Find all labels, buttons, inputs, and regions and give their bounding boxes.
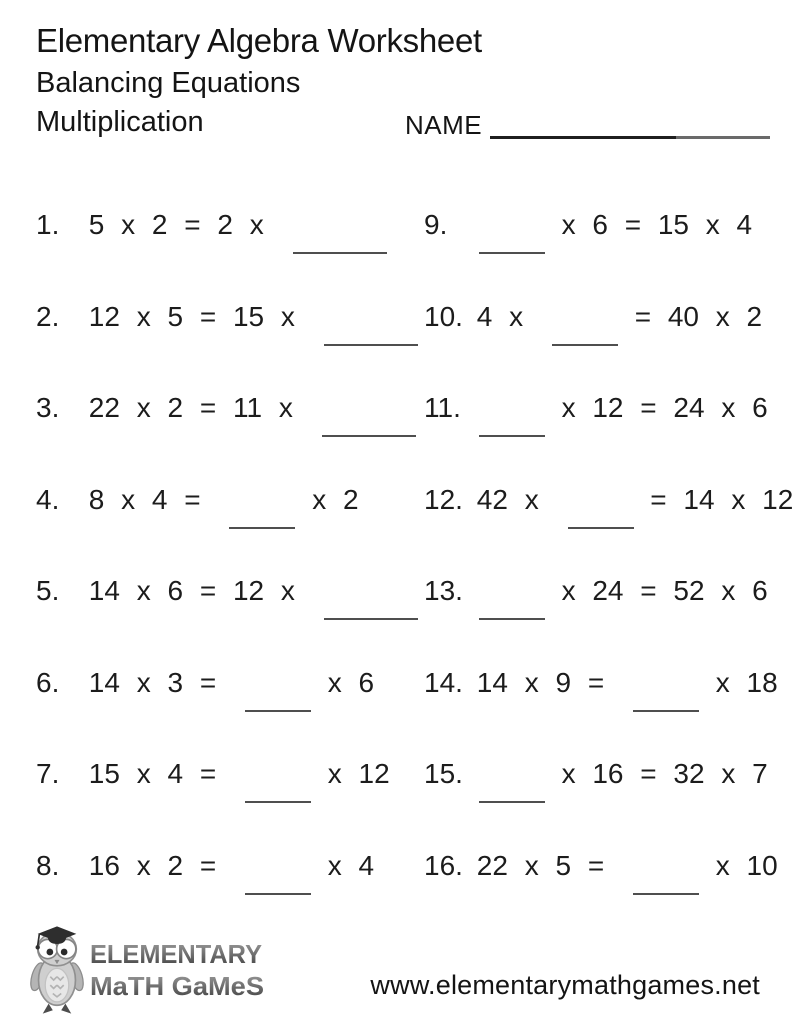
problem-row xyxy=(36,196,404,288)
problem-row xyxy=(424,288,763,380)
problem-number: 6. xyxy=(36,666,60,698)
problem-expression-before: 4 x xyxy=(476,300,524,332)
owl-graduation-cap-icon xyxy=(30,923,84,1017)
logo-wordmark xyxy=(86,935,268,1005)
problem-expression-after: x 4 xyxy=(327,849,375,881)
problem-number: 14. xyxy=(424,666,463,698)
worksheet-subtitle: Balancing Equations xyxy=(36,67,301,99)
problem-number: 15. xyxy=(424,758,463,789)
answer-blank xyxy=(552,344,618,346)
problem-number: 4. xyxy=(36,483,60,515)
name-field xyxy=(405,110,770,141)
problem-row xyxy=(424,196,757,288)
problem-row xyxy=(36,562,404,654)
problem-row xyxy=(36,654,404,746)
problem-row xyxy=(424,654,778,746)
problem-number: 11. xyxy=(424,392,461,423)
problem-row xyxy=(424,471,794,563)
problem-expression-after: x 18 xyxy=(715,666,778,698)
problem-number: 3. xyxy=(36,392,60,423)
problem-expression-before: 16 x 2 = xyxy=(88,849,217,881)
problem-row xyxy=(36,379,404,471)
problems-column-left xyxy=(36,196,404,928)
problem-row xyxy=(36,745,404,837)
problem-expression-after: x 6 xyxy=(327,666,375,698)
problem-expression-after: x 16 = 32 x 7 xyxy=(561,758,768,789)
problem-row xyxy=(36,288,404,380)
answer-blank xyxy=(245,801,311,803)
problem-number: 9. xyxy=(424,209,448,240)
problem-number: 12. xyxy=(424,483,463,515)
worksheet-title: Elementary Algebra Worksheet xyxy=(36,22,482,59)
answer-blank xyxy=(479,435,545,437)
problem-expression-before: 22 x 5 = xyxy=(476,849,605,881)
problem-row xyxy=(36,837,404,929)
problem-number: 13. xyxy=(424,575,463,606)
problems-grid xyxy=(36,196,794,928)
problem-row xyxy=(36,471,404,563)
problem-row xyxy=(424,379,768,471)
logo-text-line2: MaTH GaMeS xyxy=(90,971,264,1001)
problem-expression-before: 8 x 4 = xyxy=(88,483,201,515)
answer-blank xyxy=(324,618,418,620)
name-blank-line xyxy=(490,136,676,139)
problem-expression-before: 42 x xyxy=(476,483,539,515)
problem-number: 10. xyxy=(424,300,463,332)
problem-expression-before: 14 x 9 = xyxy=(476,666,605,698)
problem-expression-after: x 24 = 52 x 6 xyxy=(561,575,768,606)
answer-blank xyxy=(633,893,699,895)
problem-expression-before: 5 x 2 = 2 x xyxy=(88,209,264,240)
website-link[interactable]: www.elementarymathgames.net xyxy=(370,970,760,1000)
topic-row xyxy=(36,106,760,144)
answer-blank xyxy=(479,801,545,803)
answer-blank xyxy=(479,618,545,620)
problem-row xyxy=(424,562,768,654)
answer-blank xyxy=(479,252,545,254)
problem-expression-after: x 10 xyxy=(715,849,778,881)
problem-expression-after: x 6 = 15 x 4 xyxy=(561,209,753,240)
page-footer xyxy=(30,919,760,1017)
answer-blank xyxy=(293,252,387,254)
problem-row xyxy=(424,837,778,929)
elementary-math-games-logo xyxy=(30,923,268,1017)
worksheet-header xyxy=(36,22,760,148)
name-label: NAME xyxy=(405,110,483,140)
answer-blank xyxy=(229,527,295,529)
problem-expression-after: x 2 xyxy=(312,483,359,515)
answer-blank xyxy=(568,527,634,529)
problem-number: 7. xyxy=(36,758,60,789)
problem-expression-after: = 40 x 2 xyxy=(634,300,763,332)
answer-blank xyxy=(245,893,311,895)
logo-text-line1: ELEMENTARY xyxy=(90,939,262,969)
problem-expression-before: 14 x 3 = xyxy=(88,666,217,698)
problems-column-right xyxy=(424,196,794,928)
problem-expression-after: x 12 xyxy=(327,758,390,789)
problem-number: 5. xyxy=(36,575,60,606)
problem-expression-before: 14 x 6 = 12 x xyxy=(88,575,295,606)
name-blank-line-end xyxy=(676,136,770,139)
problem-number: 1. xyxy=(36,209,60,240)
worksheet-topic: Multiplication xyxy=(36,106,204,138)
problem-expression-after: = 14 x 12 xyxy=(650,483,794,515)
problem-row xyxy=(424,745,768,837)
answer-blank xyxy=(322,435,416,437)
problem-expression-before: 12 x 5 = 15 x xyxy=(88,300,295,332)
answer-blank xyxy=(245,710,311,712)
problem-expression-after: x 12 = 24 x 6 xyxy=(561,392,768,423)
problem-number: 2. xyxy=(36,300,60,332)
problem-expression-before: 22 x 2 = 11 x xyxy=(88,392,293,423)
problem-number: 16. xyxy=(424,849,463,881)
problem-expression-before: 15 x 4 = xyxy=(88,758,217,789)
problem-number: 8. xyxy=(36,849,60,881)
answer-blank xyxy=(633,710,699,712)
answer-blank xyxy=(324,344,418,346)
